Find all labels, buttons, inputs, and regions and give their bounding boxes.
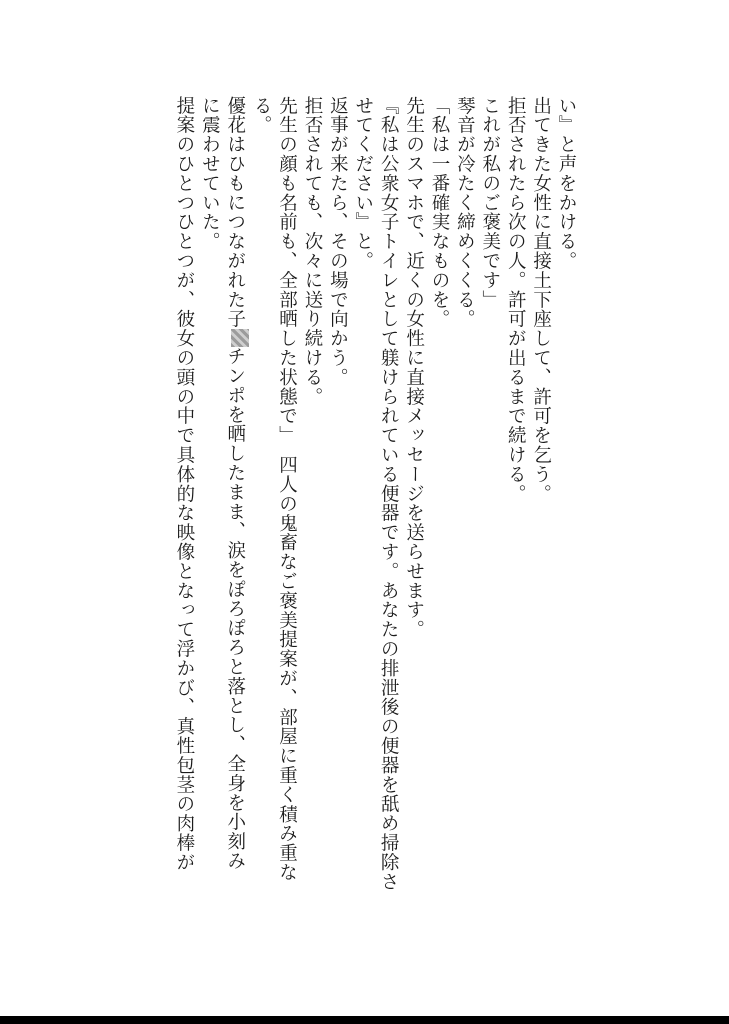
text-segment: 優花はひもにつながれた子 xyxy=(224,96,246,329)
text-line: 先生の顔も名前も、全部晒した状態で」 四人の鬼畜なご褒美提案が、部屋に重く積み重な xyxy=(276,96,298,883)
vertical-text-body xyxy=(172,96,580,946)
text-line: 返事が来たら、その場で向かう。 xyxy=(327,96,349,387)
text-segment: チンポを晒したまま、涙をぽろぽろと落とし、全身を小刻み xyxy=(224,346,246,871)
text-line: これが私のご褒美です」 xyxy=(479,96,501,310)
text-line: 出てきた女性に直接土下座して、許可を乞う。 xyxy=(530,96,552,504)
bottom-bar xyxy=(0,1016,729,1024)
text-line: 琴音が冷たく締めくくる。 xyxy=(454,96,476,329)
text-line: 『私は公衆女子トイレとして躾けられている便器です。あなたの排泄後の便器を舐め掃除さ xyxy=(378,96,400,892)
text-line: 先生のスマホで、近くの女性に直接メッセージを送らせます。 xyxy=(403,96,425,640)
text-line: 「私は一番確実なものを。 xyxy=(428,96,450,329)
text-line: る。 xyxy=(251,96,273,135)
text-line: い』と声をかける。 xyxy=(556,96,577,271)
text-line: せてください』と。 xyxy=(352,96,374,271)
censor-mosaic xyxy=(231,329,249,347)
text-line: に震わせていた。 xyxy=(199,96,221,252)
text-line: 拒否されても、次々に送り続ける。 xyxy=(301,96,323,407)
text-line: 提案のひとつひとつが、彼女の頭の中で具体的な映像となって浮かび、真性包茎の肉棒が xyxy=(173,96,195,872)
text-line: 拒否されたら次の人。許可が出るまで続ける。 xyxy=(505,96,527,504)
text-line-censored xyxy=(222,96,248,946)
